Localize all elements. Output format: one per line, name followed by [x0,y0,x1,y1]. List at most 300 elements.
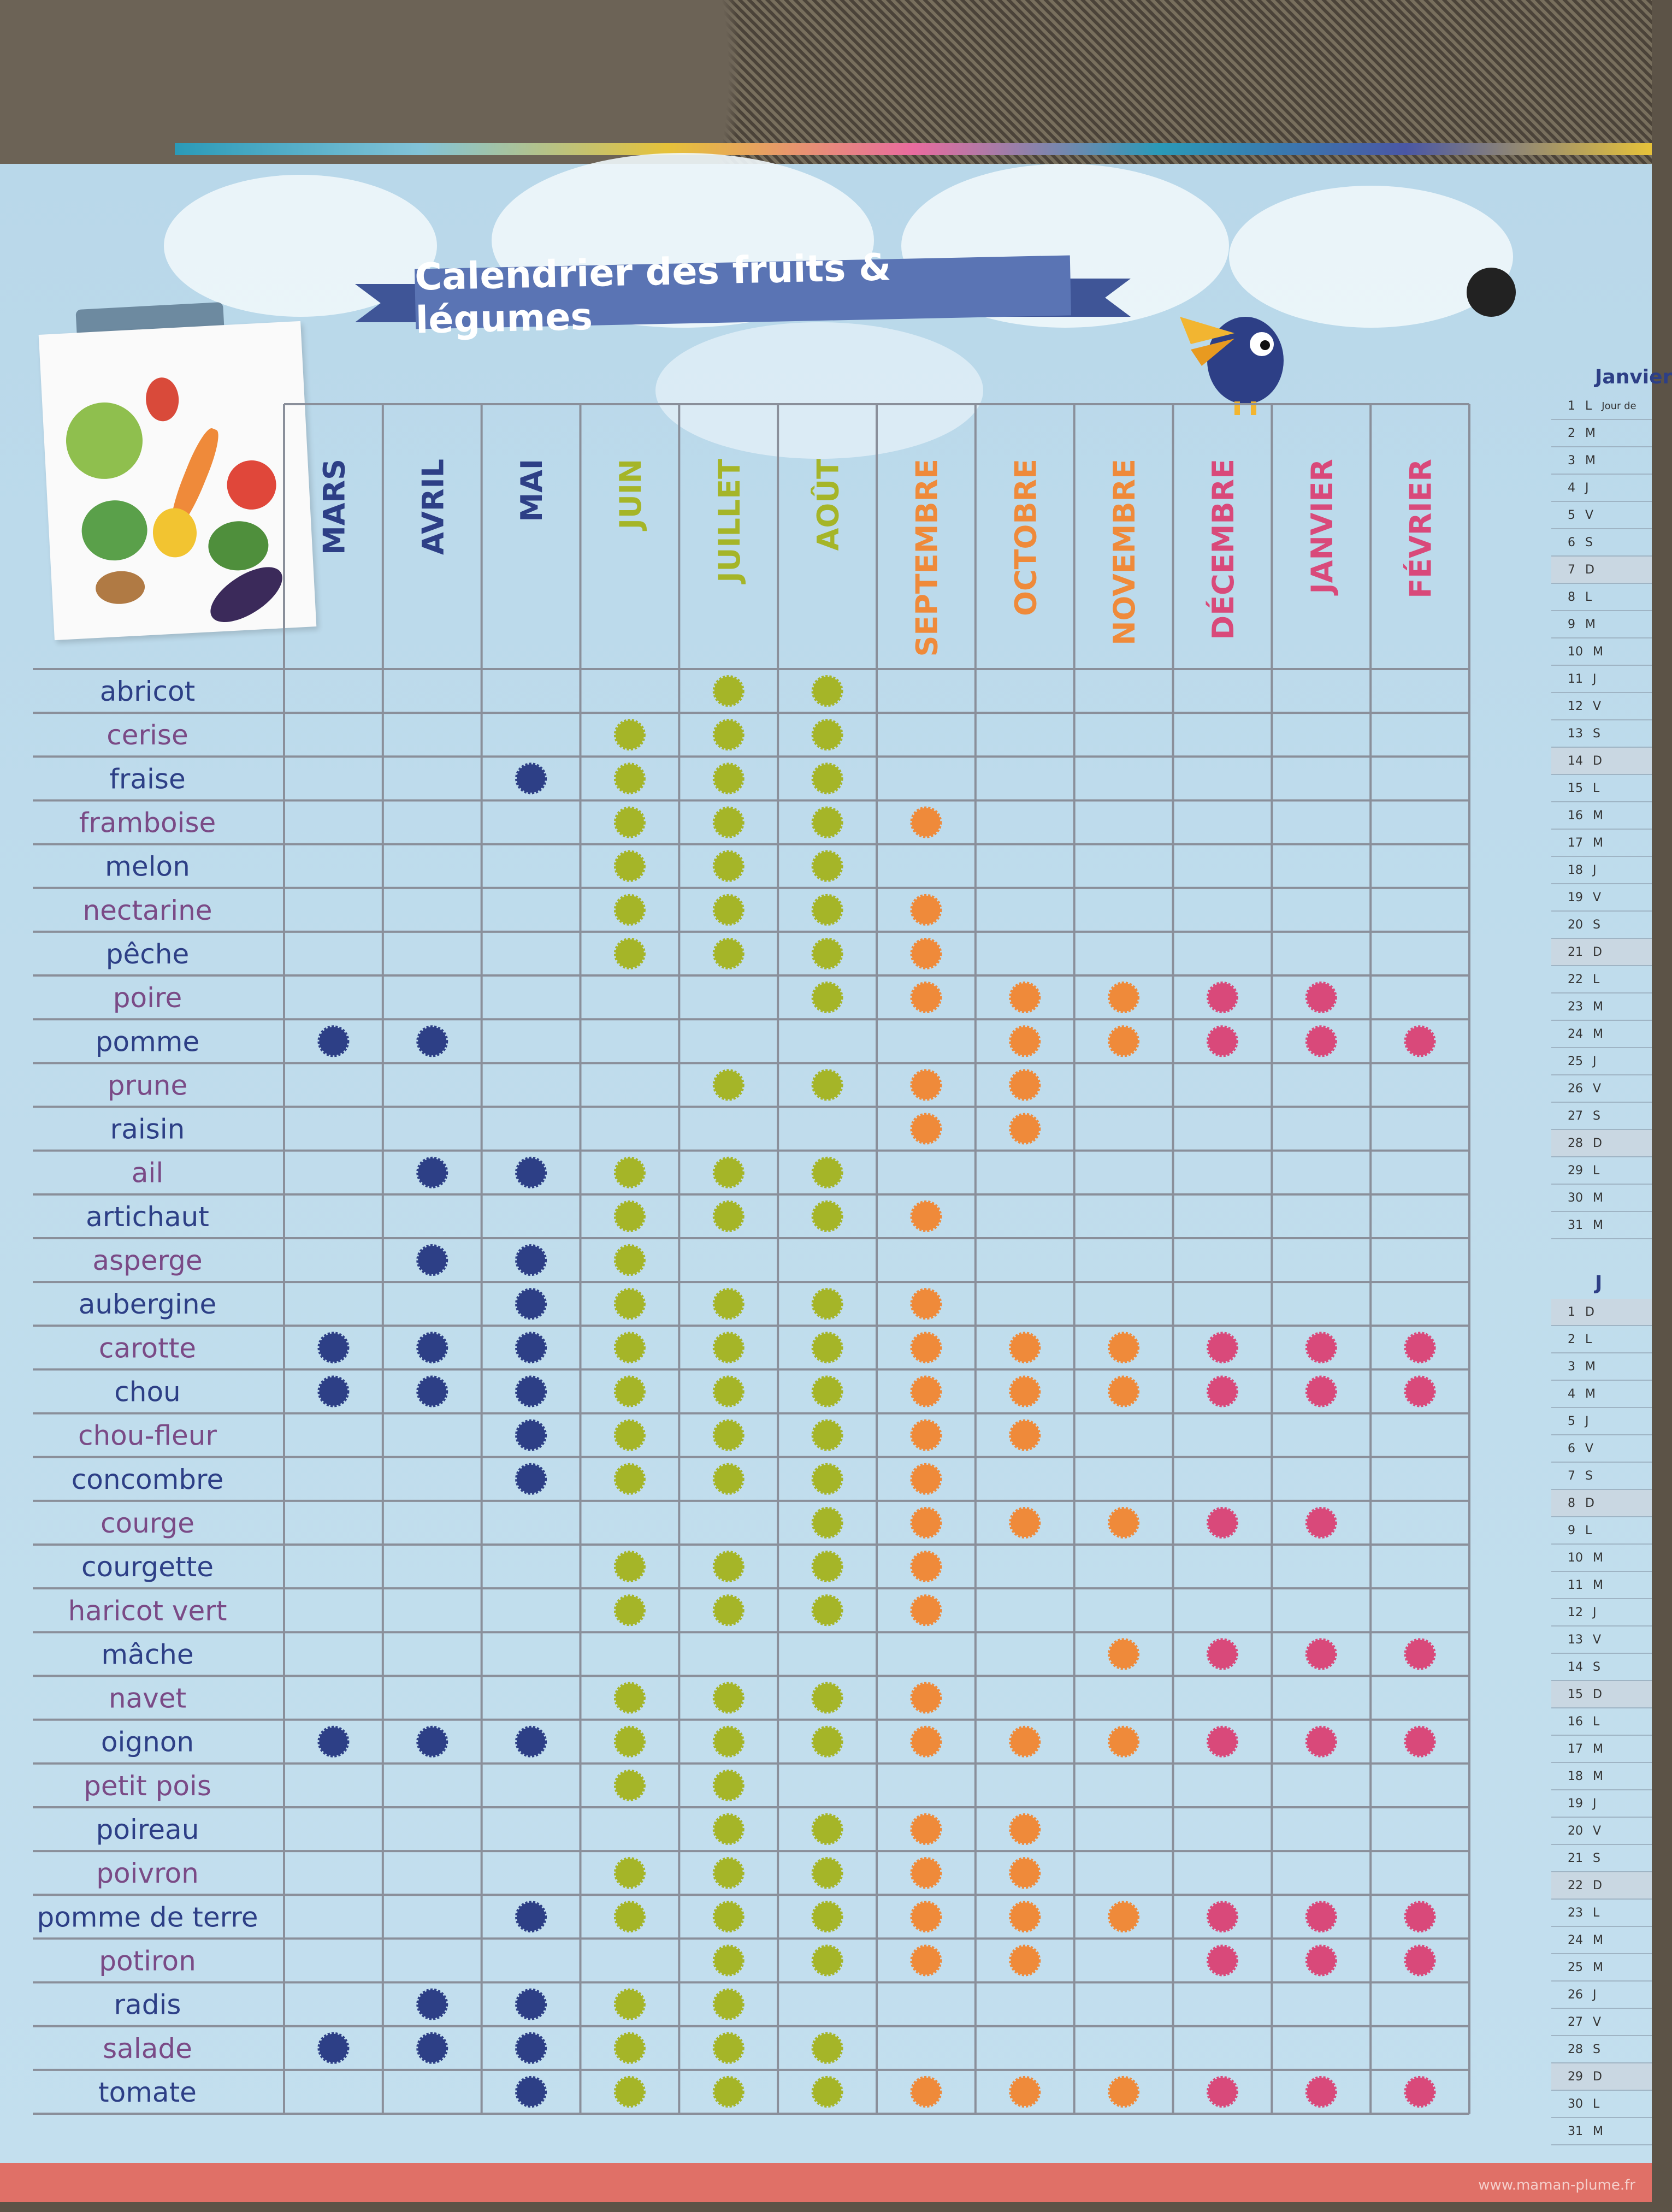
season-dot [1208,1333,1237,1362]
month-header: JANVIER [1304,459,1339,594]
side-day-number: 12 [1568,699,1583,713]
side-day-letter: L [1593,2097,1600,2111]
season-dot [616,1158,644,1187]
season-dot [616,1990,644,2019]
side-day-letter: D [1593,754,1602,768]
side-day-number: 8 [1568,590,1575,604]
season-dot [1109,1333,1138,1362]
side-day-letter: L [1585,1332,1592,1346]
side-day-number: 15 [1568,781,1583,795]
season-dot [1307,983,1336,1012]
season-dot [813,1946,842,1974]
side-day-number: 26 [1568,1081,1583,1096]
side-day-letter: M [1593,1191,1603,1205]
season-dot [912,896,940,924]
season-dot [714,1990,743,2019]
side-day-letter: S [1593,1851,1600,1865]
season-dot [912,1290,940,1318]
season-dot [813,852,842,880]
month-header: JUIN [613,459,648,530]
produce-name: mâche [101,1639,194,1671]
season-dot [517,2034,545,2062]
season-dot [912,1421,940,1450]
season-dot [517,1728,545,1756]
season-dot [616,1290,644,1318]
produce-name: navet [108,1682,187,1714]
season-dot [813,1596,842,1624]
side-day-letter: V [1593,1633,1602,1647]
season-dot [714,1771,743,1800]
season-dot [912,1377,940,1406]
season-dot [418,1377,446,1406]
season-dot [1406,1946,1434,1974]
side-day-note: Jour de [1602,400,1636,412]
watermark: www.maman-plume.fr [1478,2177,1635,2193]
season-dot [912,1684,940,1712]
season-dot [1406,1027,1434,1055]
season-dot [1208,1509,1237,1537]
side-day-letter: V [1593,1081,1602,1096]
produce-name: chou [114,1376,181,1408]
season-dot [616,1465,644,1493]
produce-name: raisin [110,1113,185,1145]
season-dot [912,1509,940,1537]
season-dot [714,1902,743,1931]
side-day-letter: M [1585,617,1596,631]
side-day-letter: J [1593,672,1597,686]
side-day-number: 20 [1568,918,1583,932]
season-dot [714,1859,743,1887]
season-dot [319,1377,347,1406]
side-month-title: J [1595,1272,1603,1294]
season-dot [616,896,644,924]
season-dot [1208,1946,1237,1974]
side-day-number: 10 [1568,1551,1583,1565]
side-day-number: 1 [1568,399,1575,413]
side-day-number: 7 [1568,1469,1575,1483]
season-dot [714,939,743,968]
season-dot [616,1728,644,1756]
season-dot [1109,1027,1138,1055]
side-day-number: 3 [1568,1359,1575,1374]
produce-name: prune [107,1069,188,1102]
season-dot [418,1158,446,1187]
season-dot [714,1815,743,1843]
season-dot [1011,1070,1039,1099]
side-day-number: 12 [1568,1605,1583,1619]
season-dot [1406,1377,1434,1406]
side-day-letter: M [1593,836,1603,850]
season-dot [1011,1859,1039,1887]
season-dot [1307,1377,1336,1406]
season-dot [517,1421,545,1450]
side-day-letter: J [1593,1796,1597,1811]
season-dot [616,1246,644,1274]
produce-name: tomate [98,2076,197,2108]
season-dot [1011,1115,1039,1143]
month-header: FÉVRIER [1403,459,1438,599]
page-footer [0,2163,1652,2202]
season-dot [616,1684,644,1712]
side-day-number: 28 [1568,2042,1583,2056]
side-day-number: 16 [1568,1714,1583,1729]
produce-name: salade [103,2032,192,2065]
season-dot [714,1202,743,1231]
side-day-number: 17 [1568,836,1583,850]
side-day-number: 6 [1568,535,1575,549]
side-day-number: 25 [1568,1054,1583,1068]
season-dot [616,1902,644,1931]
side-day-number: 2 [1568,426,1575,440]
season-dot [1307,1946,1336,1974]
side-day-letter: S [1593,726,1600,741]
produce-name: melon [105,850,190,883]
season-dot [714,2034,743,2062]
season-dot [1109,1640,1138,1668]
side-day-number: 1 [1568,1305,1575,1319]
side-day-number: 11 [1568,672,1583,686]
side-day-number: 22 [1568,1878,1583,1892]
season-dot [616,2078,644,2106]
side-day-letter: M [1593,644,1603,659]
side-day-number: 27 [1568,1109,1583,1123]
side-day-letter: V [1593,1824,1602,1838]
season-dot [1011,1815,1039,1843]
side-day-number: 28 [1568,1136,1583,1150]
season-dot [813,808,842,837]
season-dot [517,1902,545,1931]
produce-name: poivron [96,1858,199,1890]
season-dot [813,1552,842,1581]
season-dot [813,1333,842,1362]
side-day-number: 9 [1568,617,1575,631]
side-day-number: 31 [1568,1218,1583,1232]
season-dot [418,1990,446,2019]
side-day-letter: S [1585,535,1593,549]
season-dot [714,720,743,749]
season-dot [912,1859,940,1887]
side-day-letter: M [1593,1960,1603,1974]
season-dot [912,1465,940,1493]
side-day-letter: D [1585,1305,1594,1319]
side-day-number: 21 [1568,945,1583,959]
side-day-letter: J [1585,481,1589,495]
produce-name: courge [101,1507,194,1539]
side-day-number: 3 [1568,453,1575,468]
side-day-letter: L [1593,781,1600,795]
season-dot [912,1070,940,1099]
month-header: SEPTEMBRE [909,459,944,657]
season-dot [912,1902,940,1931]
season-dot [517,1377,545,1406]
side-day-number: 31 [1568,2124,1583,2138]
side-day-number: 22 [1568,972,1583,986]
season-dot [1109,1509,1138,1537]
side-day-number: 8 [1568,1496,1575,1510]
side-day-letter: D [1593,1878,1602,1892]
produce-name: radis [114,1989,181,2021]
side-day-letter: L [1593,1906,1600,1920]
season-dot [813,764,842,792]
season-dot [418,1728,446,1756]
side-day-letter: D [1593,945,1602,959]
season-dot [813,1815,842,1843]
season-dot [517,1290,545,1318]
side-day-number: 15 [1568,1687,1583,1701]
side-day-letter: V [1593,699,1602,713]
side-day-number: 14 [1568,754,1583,768]
season-dot [912,1596,940,1624]
season-dot [714,1946,743,1974]
side-day-number: 29 [1568,1163,1583,1178]
season-dot [912,939,940,968]
season-dot [616,1859,644,1887]
season-dot [616,720,644,749]
side-day-letter: L [1585,590,1592,604]
season-dot [319,1027,347,1055]
side-day-number: 18 [1568,863,1583,877]
season-dot [319,1333,347,1362]
side-day-number: 29 [1568,2069,1583,2084]
side-day-letter: V [1585,1441,1594,1456]
season-dot [1208,1640,1237,1668]
month-header: MARS [317,459,352,555]
season-dot [714,1552,743,1581]
season-dot [813,1509,842,1537]
side-day-number: 13 [1568,726,1583,741]
month-header: DÉCEMBRE [1206,459,1240,640]
produce-name: nectarine [82,894,212,926]
produce-name: artichaut [86,1200,209,1233]
side-day-letter: M [1593,1218,1603,1232]
season-dot [1307,1027,1336,1055]
season-dot [1109,1728,1138,1756]
season-dot [517,1990,545,2019]
side-day-letter: L [1585,399,1592,413]
season-dot [1307,1509,1336,1537]
side-day-number: 4 [1568,481,1575,495]
season-dot [1208,1377,1237,1406]
season-dot [813,1070,842,1099]
season-dot [912,1202,940,1231]
season-dot [813,1202,842,1231]
season-dot [1406,1902,1434,1931]
produce-name: chou-fleur [78,1420,217,1452]
season-dot [616,764,644,792]
season-dot [1109,2078,1138,2106]
season-dot [616,1202,644,1231]
season-dot [714,1070,743,1099]
side-day-number: 19 [1568,890,1583,904]
side-day-number: 10 [1568,644,1583,659]
season-dot [714,1158,743,1187]
season-dot [418,1027,446,1055]
produce-name: poireau [96,1814,199,1846]
month-header: NOVEMBRE [1107,459,1142,646]
season-dot [517,1465,545,1493]
side-day-letter: J [1593,1988,1597,2002]
season-dot [714,1684,743,1712]
produce-name: cerise [107,719,188,752]
produce-name: haricot vert [68,1595,227,1627]
side-day-letter: J [1593,863,1597,877]
produce-name: pêche [105,938,190,970]
produce-name: concombre [71,1463,224,1495]
month-header: AOÛT [811,459,846,551]
season-dot [714,677,743,705]
side-day-letter: D [1593,2069,1602,2084]
side-day-number: 27 [1568,2015,1583,2029]
season-dot [813,1465,842,1493]
season-dot [616,1771,644,1800]
season-dot [517,2078,545,2106]
side-day-number: 25 [1568,1960,1583,1974]
produce-name: pomme de terre [37,1901,258,1933]
season-dot [813,1859,842,1887]
side-day-letter: S [1593,1109,1600,1123]
season-dot [616,1596,644,1624]
side-day-letter: L [1593,972,1600,986]
season-dot [912,808,940,837]
month-header: JUILLET [712,459,747,583]
produce-name: aubergine [78,1288,217,1321]
season-dot [1011,2078,1039,2106]
season-dot [418,2034,446,2062]
side-day-number: 26 [1568,1988,1583,2002]
season-dot [714,1421,743,1450]
produce-name: asperge [92,1245,203,1277]
side-day-number: 21 [1568,1851,1583,1865]
season-dot [714,808,743,837]
side-day-number: 6 [1568,1441,1575,1456]
season-dot [517,1333,545,1362]
season-dot [616,1377,644,1406]
season-dot [714,1290,743,1318]
season-dot [1406,1640,1434,1668]
season-dot [319,2034,347,2062]
season-dot [1208,1728,1237,1756]
season-dot [813,983,842,1012]
season-dot [714,1333,743,1362]
side-day-letter: M [1593,999,1603,1014]
season-dot [616,808,644,837]
season-dot [1011,1902,1039,1931]
season-dot [1208,1902,1237,1931]
produce-name: petit pois [84,1770,211,1802]
side-day-number: 13 [1568,1633,1583,1647]
side-day-letter: M [1593,1578,1603,1592]
side-day-letter: S [1593,2042,1600,2056]
produce-name: potiron [99,1945,196,1977]
season-dot [813,677,842,705]
season-dot [813,939,842,968]
season-dot [912,1946,940,1974]
side-day-number: 7 [1568,563,1575,577]
side-day-number: 2 [1568,1332,1575,1346]
side-day-number: 30 [1568,2097,1583,2111]
side-day-letter: V [1593,890,1602,904]
side-day-letter: M [1585,453,1596,468]
side-day-number: 14 [1568,1660,1583,1674]
produce-name: framboise [79,807,216,839]
side-day-letter: J [1593,1605,1597,1619]
side-day-number: 11 [1568,1578,1583,1592]
season-dot [912,2078,940,2106]
produce-name: ail [131,1157,164,1189]
produce-name: fraise [109,763,186,795]
season-dot [616,2034,644,2062]
season-dot [714,1377,743,1406]
side-day-number: 30 [1568,1191,1583,1205]
side-day-letter: L [1585,1523,1592,1537]
produce-name: abricot [99,676,196,708]
side-day-letter: M [1593,808,1603,823]
season-dot [616,1421,644,1450]
season-dot [1109,1902,1138,1931]
season-dot [1307,1728,1336,1756]
side-day-number: 23 [1568,999,1583,1014]
season-dot [714,1596,743,1624]
side-day-letter: M [1593,1742,1603,1756]
season-dot [1406,1728,1434,1756]
side-day-number: 5 [1568,1414,1575,1428]
side-day-letter: D [1585,563,1594,577]
side-day-letter: J [1585,1414,1589,1428]
season-dot [1109,1377,1138,1406]
season-dot [813,896,842,924]
side-day-letter: D [1593,1136,1602,1150]
season-dot [1011,1377,1039,1406]
season-dot [813,720,842,749]
side-day-letter: S [1593,1660,1600,1674]
side-day-letter: M [1593,2124,1603,2138]
side-month-title: Janvier [1595,366,1672,388]
season-dot [813,1158,842,1187]
side-day-letter: L [1593,1163,1600,1178]
season-dot [813,1902,842,1931]
season-dot [1406,2078,1434,2106]
side-day-number: 4 [1568,1387,1575,1401]
side-day-letter: M [1585,1387,1596,1401]
month-header: OCTOBRE [1008,459,1043,616]
side-day-number: 24 [1568,1933,1583,1947]
season-dot [1307,1640,1336,1668]
season-dot [714,764,743,792]
season-dot [1307,2078,1336,2106]
season-dot [517,1158,545,1187]
season-dot [714,896,743,924]
month-header: MAI [515,458,550,522]
side-day-letter: M [1593,1027,1603,1041]
season-dot [616,1333,644,1362]
season-dot [813,1728,842,1756]
season-dot [1011,1333,1039,1362]
season-dot [1307,1333,1336,1362]
season-dot [319,1728,347,1756]
side-day-letter: M [1593,1551,1603,1565]
season-dot [1208,2078,1237,2106]
side-day-letter: S [1593,918,1600,932]
produce-name: carotte [98,1332,197,1364]
side-day-number: 19 [1568,1796,1583,1811]
side-day-letter: M [1585,426,1596,440]
side-day-number: 18 [1568,1769,1583,1783]
side-day-letter: D [1593,1687,1602,1701]
side-day-number: 9 [1568,1523,1575,1537]
season-dot [517,1246,545,1274]
side-day-letter: M [1593,1769,1603,1783]
season-dot [813,1290,842,1318]
